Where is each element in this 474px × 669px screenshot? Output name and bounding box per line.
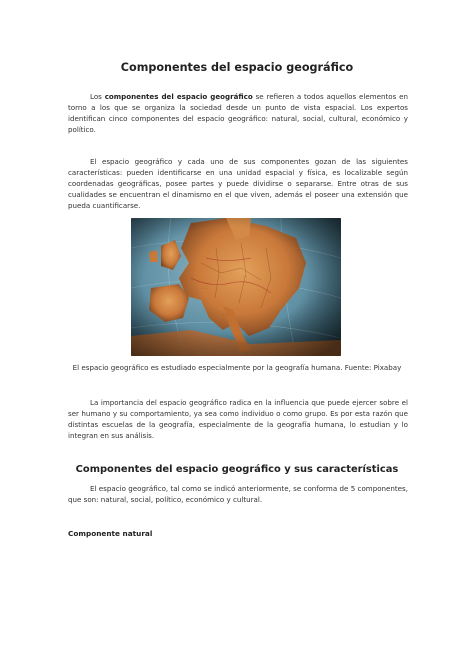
globe-map-photo — [131, 218, 341, 356]
page-title: Componentes del espacio geográfico — [120, 61, 354, 74]
components-paragraph — [68, 484, 408, 506]
intro-paragraph — [68, 92, 408, 136]
intro-bold-term: componentes del espacio geográfico — [104, 92, 253, 101]
section-heading: Componentes del espacio geográfico y sus características — [75, 464, 399, 475]
figure-caption: El espacio geográfico es estudiado especialmente por la geografía humana. Fuente: Pixabay — [72, 363, 402, 372]
characteristics-paragraph — [68, 157, 408, 212]
characteristics-text: El espacio geográfico y cada uno de sus componentes gozan de las siguientes características: pueden identificarse en una unidad espacial y física, es localizable según coordenadas geográficas, posee partes y puede dividirse o separarse. Entre otras de sus cualidades se encuentran el dinamismo en el que viven, además el poseer una extensión que pueda cuantificarse. — [68, 157, 408, 210]
importance-text: La importancia del espacio geográfico radica en la influencia que puede ejercer sobre el ser humano y su comportamiento, ya sea como individuo o como grupo. Es por esta razón que distintas escuelas de la geografía, especialmente de la geografía humana, lo estudian y lo integran en sus análisis. — [68, 398, 408, 440]
importance-paragraph — [68, 398, 408, 442]
components-text: El espacio geográfico, tal como se indicó anteriormente, se conforma de 5 componentes, que son: natural, social, político, económico y cultural. — [68, 484, 408, 504]
intro-text-start: Los — [90, 92, 105, 101]
subsection-heading: Componente natural — [68, 529, 153, 538]
intro-text-end: se refieren a todos aquellos elementos en torno a los que se organiza la sociedad desde un punto de vista espacial. Los expertos identifican cinco componentes del espacio geográfico: natural, social, cultural, económico y político. — [68, 92, 408, 134]
